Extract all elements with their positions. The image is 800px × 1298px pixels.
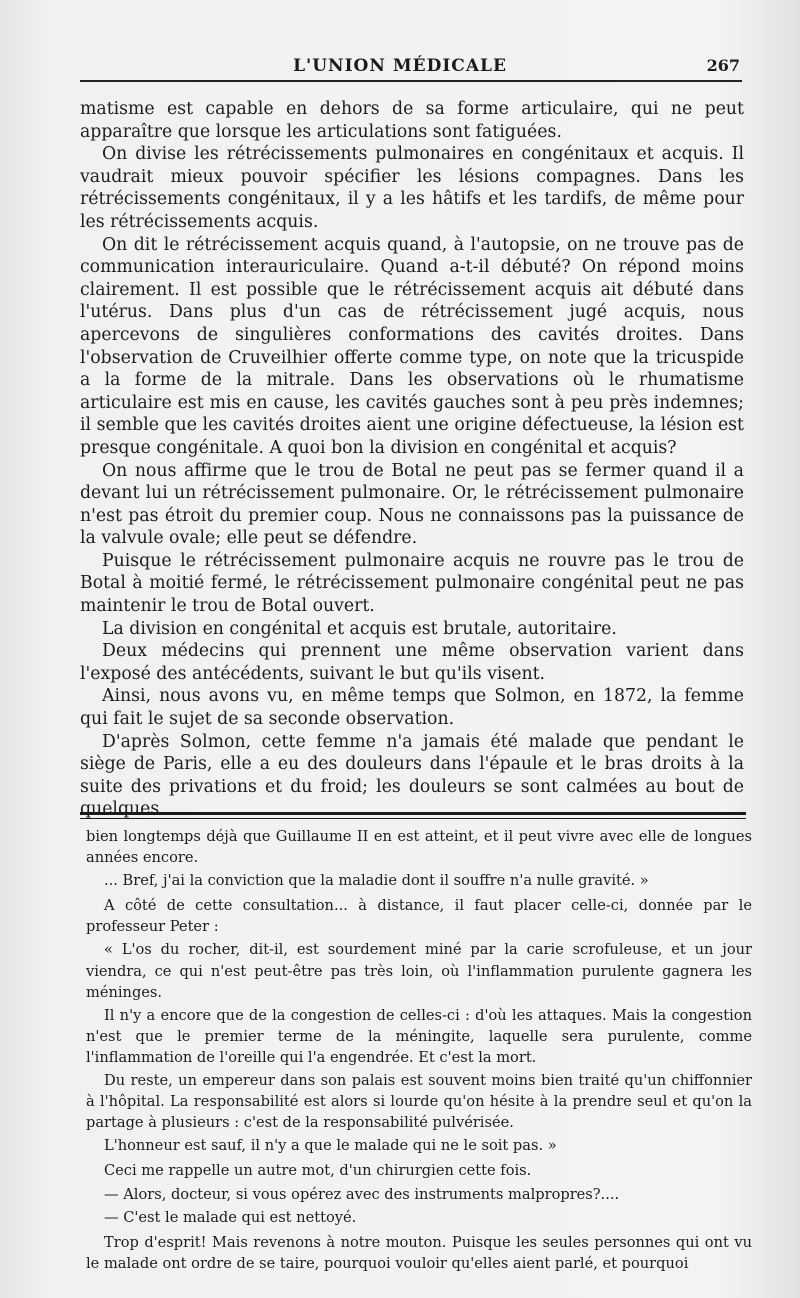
main-paragraph: La division en congénital et acquis est brutale, autoritaire.: [102, 618, 617, 639]
main-paragraph: D'après Solmon, cette femme n'a jamais été malade que pendant le siège de Paris, elle a eu des douleurs dans l'épaule et le bras droits à la suite des privations et du froid; les douleurs se sont calmées au bout de quelques: [80, 731, 744, 820]
note-paragraph: bien longtemps déjà que Guillaume II en est atteint, et il peut vivre avec elle de longues années encore.: [86, 828, 752, 867]
header-rule: [80, 80, 742, 82]
note-paragraph: Il n'y a encore que de la congestion de celles-ci : d'où les attaques. Mais la congestion n'est que le premier terme de la méningite, laquelle sera purulente, comme l'inflammation de l'oreille qui l'a engendrée. Et c'est la mort.: [86, 1006, 752, 1066]
main-paragraph: Puisque le rétrécissement pulmonaire acquis ne rouvre pas le trou de Botal à moitié fermé, le rétrécissement pulmonaire congénital peut ne pas maintenir le trou de Botal ouvert.: [80, 550, 744, 617]
note-paragraph: ... Bref, j'ai la conviction que la maladie dont il souffre n'a nulle gravité. »: [104, 872, 649, 890]
section-divider: [80, 812, 746, 819]
main-paragraph: On divise les rétrécissements pulmonaires en congénitaux et acquis. Il vaudrait mieux pouvoir spécifier les lésions compagnes. Dans les rétrécissements congénitaux, il y a les hâtifs et les tardifs, de même pour les rétrécissements acquis.: [80, 144, 744, 232]
main-paragraph: Ainsi, nous avons vu, en même temps que Solmon, en 1872, la femme qui fait le sujet de sa seconde observation.: [80, 686, 744, 730]
note-paragraph: L'honneur est sauf, il n'y a que le malade qui ne le soit pas. »: [104, 1137, 557, 1155]
note-paragraph: Du reste, un empereur dans son palais est souvent moins bien traité qu'un chiffonnier à l'hôpital. La responsabilité est alors si lourde qu'on hésite à la prendre seul et qu'on la partage à plusieurs : c'est de la responsabilité pulvérisée.: [86, 1072, 752, 1132]
note-paragraph: — Alors, docteur, si vous opérez avec des instruments malpropres?....: [104, 1185, 620, 1203]
note-paragraph: A côté de cette consultation... à distance, il faut placer celle-ci, donnée par le professeur Peter :: [86, 897, 752, 936]
main-paragraph: Deux médecins qui prennent une même observation varient dans l'exposé des antécédents, suivant le but qu'ils visent.: [80, 641, 744, 684]
footnote-text: [86, 826, 752, 1276]
note-paragraph: Trop d'esprit! Mais revenons à notre mouton. Puisque les seules personnes qui ont vu le malade ont ordre de se taire, pourquoi vouloir qu'elles aient parlé, et pourquoi: [86, 1233, 752, 1272]
main-text: [80, 98, 744, 821]
page-number: 267: [706, 56, 740, 75]
main-paragraph: On dit le rétrécissement acquis quand, à l'autopsie, on ne trouve pas de communication interauriculaire. Quand a-t-il débuté? On répond moins clairement. Il est possible que le rétrécissement acquis ait débuté dans l'utérus. Dans plus d'un cas de rétrécissement jugé acquis, nous apercevons de singulières conformations des cavités droites. Dans l'observation de Cruveilhier offerte comme type, on note que la tricuspide a la forme de la mitrale. Dans les observations où le rhumatisme articulaire est mis en cause, les cavités gauches sont à peu près indemnes; il semble que les cavités droites aient une origine défectueuse, la lésion est presque congénitale. A quoi bon la division en congénital et acquis?: [80, 234, 744, 458]
running-head: [0, 56, 800, 80]
main-paragraph: On nous affirme que le trou de Botal ne peut pas se fermer quand il a devant lui un rétrécissement pulmonaire. Or, le rétrécissement pulmonaire n'est pas étroit du premier coup. Nous ne connaissons pas la puissance de la valvule ovale; elle peut se défendre.: [80, 460, 744, 549]
journal-title: L'UNION MÉDICALE: [293, 56, 507, 76]
main-paragraph: matisme est capable en dehors de sa forme articulaire, qui ne peut apparaître que lorsque les articulations sont fatiguées.: [80, 99, 744, 142]
note-paragraph: « L'os du rocher, dit-il, est sourdement miné par la carie scrofuleuse, et un jour viendra, ce qui n'est peut-être pas très loin, où l'inflammation purulente gagnera les méninges.: [86, 941, 752, 1001]
note-paragraph: Ceci me rappelle un autre mot, d'un chirurgien cette fois.: [104, 1162, 532, 1180]
note-paragraph: — C'est le malade qui est nettoyé.: [104, 1208, 357, 1226]
